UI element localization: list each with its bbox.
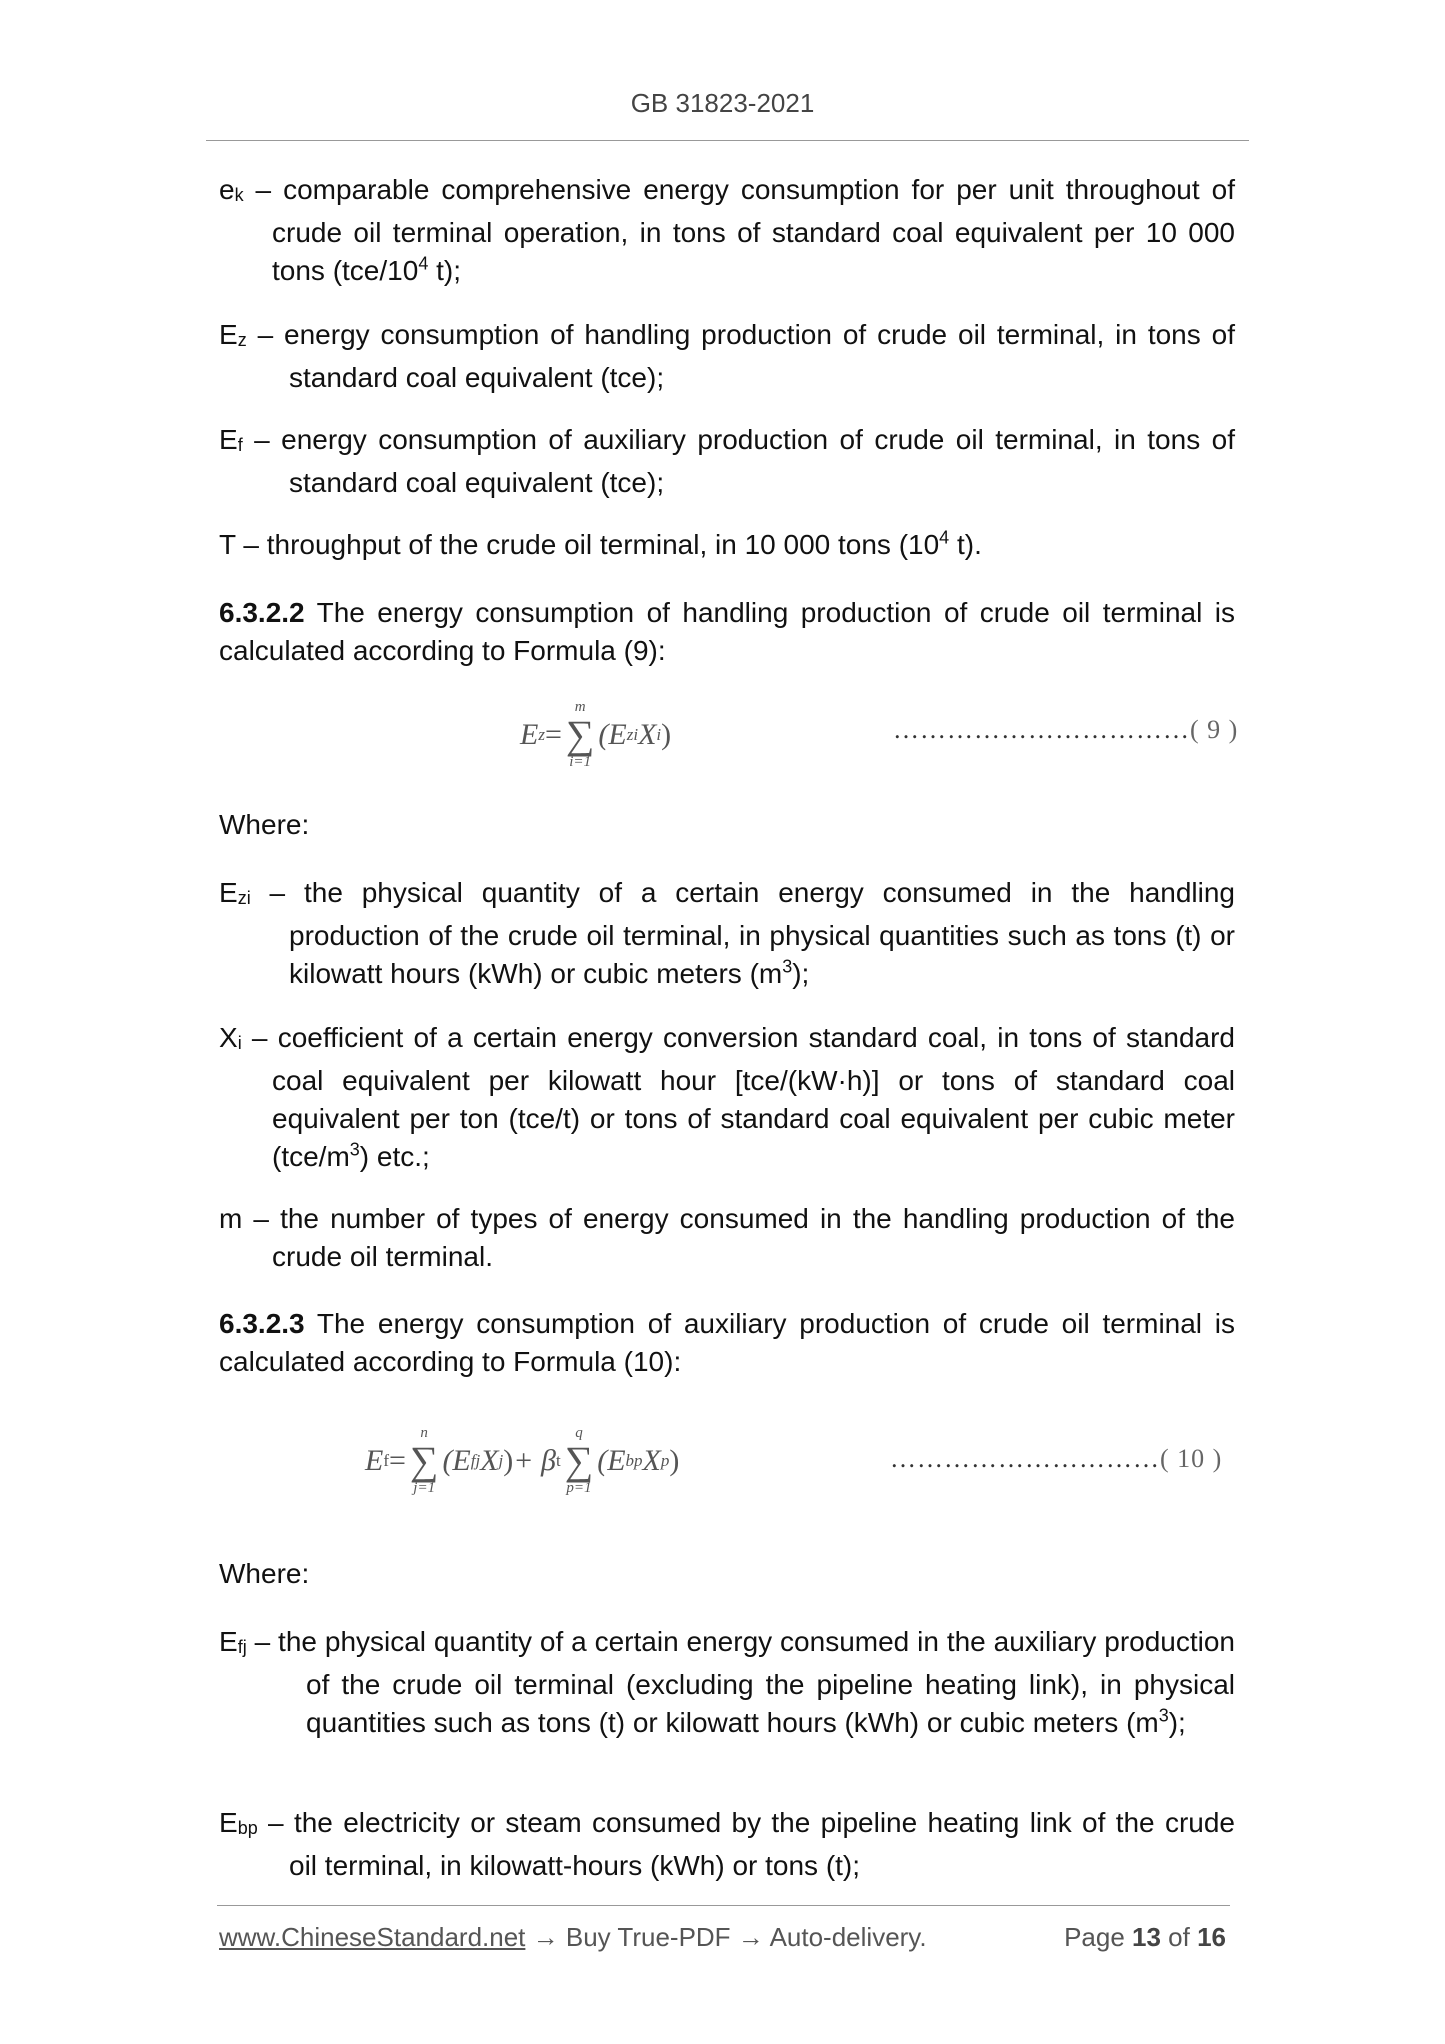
symbol: E: [219, 1807, 238, 1838]
superscript: 3: [349, 1139, 360, 1160]
symbol-sub: f: [237, 435, 243, 455]
symbol: E: [219, 424, 238, 455]
definition-ek: [219, 171, 1235, 290]
definition-t: [219, 526, 1235, 564]
definition-text: – comparable comprehensive energy consumption for per unit throughout of crude oil terminal operation, in tons of standard coal equivalent per 10 000 tons (tce/10: [243, 174, 1235, 286]
formula-sub: bp: [625, 1451, 643, 1470]
formula-symbol: E: [520, 718, 539, 751]
symbol-sub: i: [237, 1033, 242, 1053]
sum-lower: p=1: [566, 1480, 592, 1496]
symbol: m: [219, 1203, 243, 1234]
summation-icon: n ∑ j=1: [409, 1425, 439, 1496]
formula-9: [520, 695, 671, 775]
formula-beta: + β: [513, 1444, 556, 1477]
formula-sub: t: [555, 1451, 561, 1470]
document-header: GB 31823-2021: [630, 88, 815, 118]
definition-xi: [219, 1019, 1235, 1176]
footer-rule: [217, 1905, 1230, 1906]
symbol-sub: z: [237, 330, 247, 350]
definition-efj: [219, 1623, 1235, 1742]
formula-term: X: [480, 1444, 499, 1477]
definition-tail: t).: [949, 529, 982, 560]
formula-sub: z: [538, 725, 545, 744]
formula-number: ( 9 ): [1190, 715, 1239, 744]
formula-term: (E: [442, 1444, 471, 1477]
symbol: E: [219, 319, 238, 350]
current-page: 13: [1132, 1922, 1161, 1952]
symbol: E: [219, 1626, 238, 1657]
clause-text: The energy consumption of auxiliary production of crude oil terminal is calculated according to Formula (10):: [219, 1308, 1235, 1377]
formula-10-leader: [890, 1444, 1222, 1474]
page-footer: [219, 1922, 1230, 1953]
definition-text: – the electricity or steam consumed by the pipeline heating link of the crude oil terminal, in kilowatt-hours (kWh) or tons (t);: [257, 1807, 1235, 1881]
header-rule: [206, 140, 1249, 141]
formula-symbol: E: [365, 1444, 384, 1477]
symbol-sub: zi: [237, 888, 251, 908]
total-pages: 16: [1197, 1922, 1226, 1952]
definition-text: – energy consumption of handling production of crude oil terminal, in tons of standard coal equivalent (tce);: [246, 319, 1235, 393]
sum-lower: i=1: [569, 754, 592, 770]
clause-text: The energy consumption of handling production of crude oil terminal is calculated according to Formula (9):: [219, 597, 1235, 666]
where-label: Where:: [219, 809, 310, 840]
definition-ezi: [219, 874, 1235, 993]
definition-ebp: [219, 1804, 1235, 1885]
definition-tail: t);: [428, 255, 461, 286]
symbol: X: [219, 1022, 238, 1053]
definition-m: [219, 1200, 1235, 1276]
page-number: [1064, 1922, 1226, 1953]
formula-term: (E: [597, 1444, 626, 1477]
symbol-sub: bp: [237, 1818, 258, 1838]
clause-6-3-2-2: [219, 594, 1235, 670]
definition-ef: [219, 421, 1235, 502]
symbol: e: [219, 174, 235, 205]
formula-number: ( 10 ): [1160, 1444, 1223, 1473]
formula-sub: p: [660, 1451, 670, 1470]
formula-term: X: [638, 718, 657, 751]
website-link[interactable]: www.ChineseStandard.net: [219, 1922, 526, 1952]
sum-upper: n: [420, 1425, 428, 1441]
symbol-sub: fj: [237, 1637, 247, 1657]
symbol: T: [219, 529, 236, 560]
summation-icon: q ∑ p=1: [564, 1425, 594, 1496]
definition-text: – coefficient of a certain energy conversion standard coal, in tons of standard coal equivalent per kilowatt hour [tce/(kW·h)] or tons of standard coal equivalent per ton (tce/t) or tons of standard coal equivalent per cubic meter (tce/m: [241, 1022, 1235, 1172]
leader-dots: …………………………: [890, 1444, 1160, 1473]
superscript: 3: [782, 956, 793, 977]
page-of: of: [1160, 1922, 1198, 1952]
definition-text: – the physical quantity of a certain energy consumed in the auxiliary production of the crude oil terminal (excluding the pipeline heating link), in physical quantities such as tons (t) or kilowatt hours (kWh) or cubic meters (m: [246, 1626, 1235, 1738]
leader-dots: ……………………………: [893, 715, 1190, 744]
clause-6-3-2-3: [219, 1305, 1235, 1381]
definition-tail: );: [792, 958, 810, 989]
definition-ez: [219, 316, 1235, 397]
formula-sub: i: [656, 725, 662, 744]
superscript: 4: [939, 527, 950, 548]
formula-paren: ): [503, 1444, 514, 1477]
formula-paren: ): [661, 718, 672, 751]
formula-paren: ): [669, 1444, 680, 1477]
clause-number: 6.3.2.3: [219, 1308, 305, 1339]
formula-term: (E: [598, 718, 627, 751]
equals: =: [544, 718, 562, 751]
formula-sub: zi: [626, 725, 639, 744]
definition-text: – the physical quantity of a certain energy consumed in the handling production of the crude oil terminal, in physical quantities such as tons (t) or kilowatt hours (kWh) or cubic meters (m: [250, 877, 1235, 989]
formula-sub: j: [498, 1451, 504, 1470]
sum-upper: q: [575, 1425, 583, 1441]
page-label: Page: [1064, 1922, 1133, 1952]
formula-sub: fj: [470, 1451, 481, 1470]
definition-tail: ) etc.;: [359, 1141, 430, 1172]
where-label: Where:: [219, 1558, 310, 1589]
definition-text: – energy consumption of auxiliary production of crude oil terminal, in tons of standard coal equivalent (tce);: [242, 424, 1235, 498]
symbol-sub: k: [234, 185, 244, 205]
symbol: E: [219, 877, 238, 908]
sum-upper: m: [574, 699, 586, 715]
formula-9-leader: [893, 715, 1238, 745]
formula-sub: f: [383, 1451, 389, 1470]
superscript: 4: [418, 253, 429, 274]
equals: =: [389, 1444, 406, 1477]
superscript: 3: [1158, 1705, 1169, 1726]
clause-number: 6.3.2.2: [219, 597, 305, 628]
definition-text: – the number of types of energy consumed in the handling production of the crude oil terminal.: [242, 1203, 1235, 1272]
sum-lower: j=1: [413, 1480, 436, 1496]
definition-tail: );: [1168, 1707, 1186, 1738]
footer-promo: → Buy True-PDF → Auto-delivery.: [525, 1922, 927, 1952]
definition-text: – throughput of the crude oil terminal, in 10 000 tons (10: [235, 529, 940, 560]
summation-icon: m ∑ i=1: [565, 699, 595, 770]
formula-term: X: [642, 1444, 661, 1477]
formula-10: [365, 1421, 679, 1501]
